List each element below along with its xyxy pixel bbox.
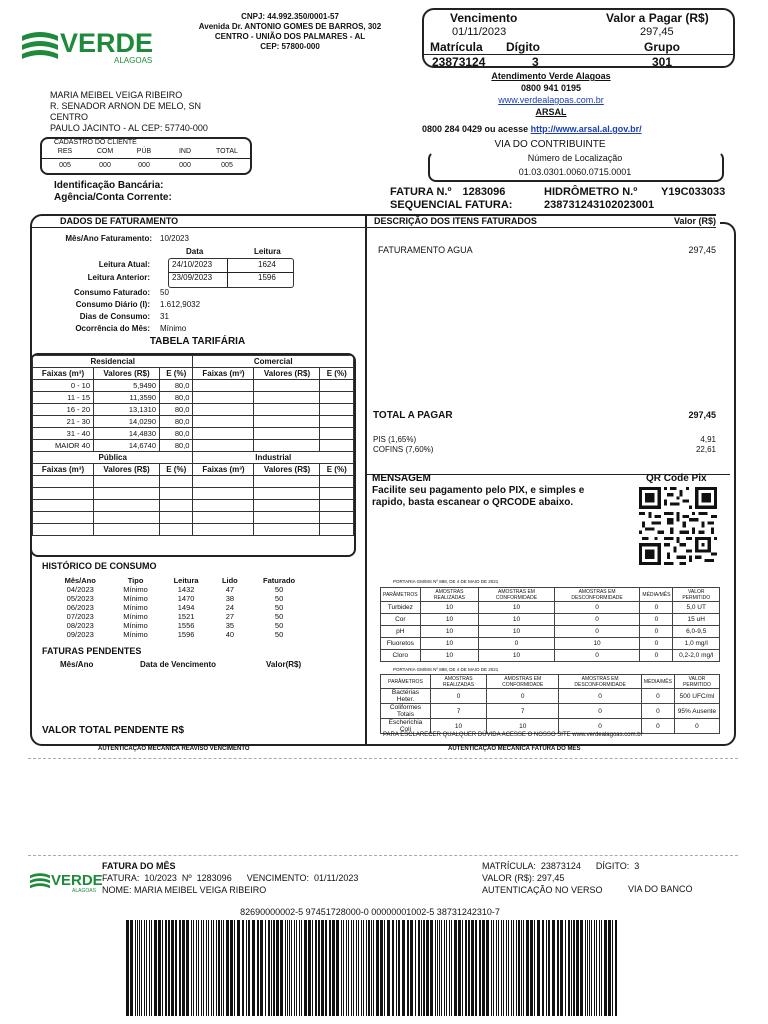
atual-label: Leitura Atual: — [98, 260, 150, 269]
consumo-value: 50 — [160, 288, 169, 297]
digito-label: Dígito — [506, 40, 540, 54]
barcode-icon — [126, 920, 620, 1016]
table-row: 08/2023 Mínimo 1556 35 50 — [66, 621, 284, 630]
logo-waves-icon — [30, 872, 50, 890]
customer-city: PAULO JACINTO - AL CEP: 57740-000 — [50, 123, 208, 133]
mensagem-title: MENSAGEM — [372, 473, 431, 484]
pendentes-col: Data de Vencimento — [140, 660, 217, 669]
data-header: Data — [186, 247, 204, 256]
stub-auth-line: AUTENTICAÇÃO NO VERSO — [482, 885, 603, 895]
atendimento-site-link[interactable]: www.verdealagoas.com.br — [498, 95, 604, 105]
hidrometro-number: Y19C033033 — [661, 186, 726, 198]
pendentes-title: FATURAS PENDENTES — [42, 646, 142, 656]
company-logo — [22, 28, 162, 68]
table-row: Bactérias Heter. 0 0 0 0 500 UFC/ml — [381, 689, 720, 704]
stub-logo — [30, 872, 103, 894]
stub-right — [482, 860, 639, 896]
barcode-number: 82690000002-5 97451728000-0 00000001002-5 38731242310-7 — [240, 907, 500, 917]
industrial-header: Industrial — [193, 452, 354, 464]
stub-nome-line: NOME: MARIA MEIBEL VEIGA RIBEIRO — [102, 885, 267, 895]
grupo-value: 301 — [652, 55, 673, 69]
quality-table-1: PARÂMETROS AMOSTRAS REALIZADAS AMOSTRAS EM CONFORMIDADE AMOSTRAS EM DESCONFORMIDADE MÉDIA/MÊS VALOR PERMITIDO Turbidez 10 10 0 0 5,0 UT Cor 10 10 0 0 15 uH pH 10 10 0 0 6,0-9,5 Fluoretos 10 0 10 0 1,0 mg/l Cloro 10 10 0 0 0,2-2,0 mg/l — [380, 587, 720, 662]
logo-region: ALAGOAS — [114, 56, 153, 65]
itens-title: DESCRIÇÃO DOS ITENS FATURADOS — [374, 216, 537, 226]
cofins-value: 22,61 — [695, 445, 716, 454]
digito-value: 3 — [532, 55, 539, 69]
cadastro-headers — [42, 148, 250, 155]
table-row — [33, 500, 354, 512]
anterior-data: 23/09/2023 — [172, 273, 213, 282]
historico-table: Mês/Ano Tipo Leitura Lido Faturado 04/2023 Mínimo 1432 47 50 05/2023 Mínimo 1470 38 50 06/2023 Mínimo 1494 24 50 07/2023 Mínimo 1521 27 50 08/2023 Mínimo 1556 35 50 09/2023 Mínimo 1596 40 50 — [50, 576, 310, 639]
cadastro-values — [42, 162, 250, 169]
anterior-label: Leitura Anterior: — [87, 273, 150, 282]
logo-waves-icon — [22, 30, 58, 62]
comercial-header: Comercial — [193, 356, 354, 368]
cadastro-value: 000 — [99, 162, 111, 169]
cadastro-header: COM — [96, 148, 114, 155]
sequencial-label: SEQUENCIAL FATURA: — [390, 199, 513, 211]
total-label: TOTAL A PAGAR — [373, 410, 453, 421]
col-valores: Valores (R$) — [94, 368, 160, 380]
company-info — [170, 12, 410, 52]
qr-label: QR Code Pix — [646, 473, 707, 484]
atendimento-phone: 0800 941 0195 — [520, 83, 582, 93]
mes-label: Mês/Ano Faturamento: — [65, 234, 152, 243]
pendente-total-label: VALOR TOTAL PENDENTE R$ — [42, 725, 185, 736]
stub-title: FATURA DO MÊS — [102, 861, 176, 871]
ocorrencia-value: Mínimo — [160, 324, 187, 333]
cadastro-header: TOTAL — [216, 148, 238, 155]
customer-address — [50, 90, 208, 134]
tarifa-table-box — [30, 353, 356, 557]
cadastro-box — [40, 137, 252, 175]
anterior-leitura: 1596 — [258, 273, 276, 282]
col-valores: Valores (R$) — [254, 368, 320, 380]
table-row: 0 - 10 5,9490 80,0 — [33, 380, 354, 392]
atual-data: 24/10/2023 — [172, 260, 213, 269]
table-row: Fluoretos 10 0 10 0 1,0 mg/l — [381, 638, 720, 650]
table-row: 05/2023 Mínimo 1470 38 50 — [66, 594, 284, 603]
consumo-labels — [40, 287, 150, 335]
fatura-number: 1283096 — [462, 186, 506, 198]
table-row: 04/2023 Mínimo 1432 47 50 — [66, 585, 284, 594]
arsal-line-text: 0800 284 0429 ou acesse — [422, 124, 529, 134]
pendentes-col: Mês/Ano — [60, 660, 94, 669]
via-contribuinte: VIA DO CONTRIBUINTE — [494, 139, 606, 150]
col-e: E (%) — [320, 368, 354, 380]
stub-matricula-line: MATRÍCULA: 23873124 DÍGITO: 3 — [482, 861, 640, 871]
diario-value: 1.612,9032 — [160, 300, 201, 309]
atual-leitura: 1624 — [258, 260, 276, 269]
stub-fatura-line: FATURA: 10/2023 Nº 1283096 VENCIMENTO: 01/11/2023 — [102, 873, 359, 883]
stub-left — [102, 860, 358, 896]
consumo-label: Consumo Faturado: — [74, 288, 150, 297]
col-faixas: Faixas (m³) — [33, 368, 94, 380]
pix-qr-code-icon[interactable] — [638, 487, 718, 565]
vencimento-label: Vencimento — [450, 11, 518, 25]
customer-name: MARIA MEIBEL VEIGA RIBEIRO — [50, 90, 183, 100]
grupo-label: Grupo — [644, 40, 680, 54]
pis-value: 4,91 — [700, 435, 716, 444]
ocorrencia-label: Ocorrência do Mês: — [75, 324, 150, 333]
pendentes-col: Valor(R$) — [266, 660, 302, 669]
company-cep: CEP: 57800-000 — [260, 42, 320, 51]
barcode-image — [126, 920, 620, 1016]
dias-value: 31 — [160, 312, 169, 321]
tarifa-table: Residencial Comercial Faixas (m³) Valores (R$) E (%) Faixas (m³) Valores (R$) E (%) 0 - 10 5,9490 80,0 11 - 15 11,3590 80,0 16 - 20 13,1310 80,0 21 - 30 14,0290 80,0 31 - 40 14,4830 80,0 MAIOR 40 14,6740 80,0 Pública Industrial Faixas (m³) Valores (R$) E (%) Faixas (m³) Valores (R$) E (%) — [32, 355, 354, 536]
bank-account-label: Agência/Conta Corrente: — [54, 192, 172, 203]
matricula-label: Matrícula — [430, 40, 483, 54]
stub-valor-line: VALOR (R$): 297,45 — [482, 873, 565, 883]
customer-street: R. SENADOR ARNON DE MELO, SN — [50, 101, 202, 111]
table-row: MAIOR 40 14,6740 80,0 — [33, 440, 354, 452]
total-value: 297,45 — [688, 410, 716, 420]
table-row: 06/2023 Mínimo 1494 24 50 — [66, 603, 284, 612]
mensagem-text: Facilite seu pagamento pelo PIX, e simples e rapido, basta escanear o QRCODE abaixo. — [372, 485, 585, 508]
publica-header: Pública — [33, 452, 193, 464]
logo-brand: VERDE — [60, 28, 154, 58]
localizacao-value: 01.03.0301.0060.0715.0001 — [518, 167, 632, 177]
historico-title: HISTÓRICO DE CONSUMO — [42, 561, 157, 571]
vencimento-value: 01/11/2023 — [452, 26, 507, 38]
table-row: Coliformes Totais 7 7 0 0 95% Ausente — [381, 704, 720, 719]
customer-district: CENTRO — [50, 112, 88, 122]
valor-label: Valor a Pagar (R$) — [606, 11, 709, 25]
cadastro-header: IND — [178, 148, 192, 155]
cadastro-value: 000 — [138, 162, 150, 169]
table-row: Cor 10 10 0 0 15 uH — [381, 614, 720, 626]
table-row: 21 - 30 14,0290 80,0 — [33, 416, 354, 428]
leitura-header: Leitura — [254, 247, 281, 256]
company-address: Avenida Dr. ANTONIO GOMES DE BARROS, 302 — [198, 22, 382, 31]
faturamento-title: DADOS DE FATURAMENTO — [60, 216, 179, 226]
stub-logo-region: ALAGOAS — [72, 888, 96, 894]
arsal-link[interactable]: http://www.arsal.al.gov.br/ — [530, 124, 642, 134]
item-description: FATURAMENTO AGUA — [378, 245, 473, 255]
tax-labels — [373, 435, 433, 455]
auth-reaviso: AUTENTICAÇÃO MECÂNICA REAVISO VENCIMENTO — [98, 746, 250, 752]
table-row: Cloro 10 10 0 0 0,2-2,0 mg/l — [381, 650, 720, 662]
quality-table-2: PARÂMETROS AMOSTRAS REALIZADAS AMOSTRAS EM CONFORMIDADE AMOSTRAS EM DESCONFORMIDADE MÉDIA/MÊS VALOR PERMITIDO Bactérias Heter. 0 0 0 0 500 UFC/ml Coliformes Totais 7 7 0 0 95% Ausente Escherichia Coli 10 10 0 0 0 — [380, 674, 720, 734]
residencial-header: Residencial — [33, 356, 193, 368]
arsal-line — [422, 124, 722, 134]
auth-fatura: AUTENTICAÇÃO MECÂNICA FATURA DO MÊS — [448, 746, 581, 752]
cadastro-header: RES — [57, 148, 73, 155]
item-value: 297,45 — [688, 245, 716, 255]
localizacao-label: Número de Localização — [527, 153, 623, 163]
cadastro-value: 005 — [59, 162, 71, 169]
table-row: 11 - 15 11,3590 80,0 — [33, 392, 354, 404]
cofins-label: COFINS (7,60%) — [373, 445, 434, 454]
diario-label: Consumo Diário (l): — [75, 300, 150, 309]
col-e: E (%) — [160, 368, 193, 380]
table-row — [33, 476, 354, 488]
cadastro-value: 005 — [221, 162, 233, 169]
table-row — [33, 524, 354, 536]
table-row: 09/2023 Mínimo 1596 40 50 — [66, 630, 284, 639]
cadastro-header: PÚB — [136, 148, 152, 155]
table-row: pH 10 10 0 0 6,0-9,5 — [381, 626, 720, 638]
table-row: Escherichia Coli 10 10 0 0 0 — [381, 719, 720, 734]
bank-id-label: Identificação Bancária: — [54, 180, 164, 191]
col-faixas: Faixas (m³) — [193, 368, 254, 380]
fatura-label: FATURA N.º — [390, 186, 452, 198]
table-row: 07/2023 Mínimo 1521 27 50 — [66, 612, 284, 621]
localizacao-box — [428, 151, 724, 182]
valor-value: 297,45 — [640, 26, 674, 38]
table-row — [33, 512, 354, 524]
matricula-value: 23873124 — [432, 55, 486, 69]
itens-valor-header: Valor (R$) — [673, 216, 716, 226]
portaria-label: PORTARIA GM/MS Nº 888, DE 4 DE MAIO DE 2021 — [393, 579, 499, 584]
cadastro-title: CADASTRO DO CLIENTE — [54, 139, 137, 146]
stub-via: VIA DO BANCO — [628, 884, 693, 894]
table-row: 16 - 20 13,1310 80,0 — [33, 404, 354, 416]
tax-values — [640, 435, 716, 455]
pis-label: PIS (1,65%) — [373, 435, 417, 444]
quality-footer: PARA ESCLARECER QUALQUER DÚVIDA ACESSE O NOSSO SITE www.verdealagoas.com.br — [383, 732, 643, 738]
sequencial-value: 238731243102023001 — [544, 199, 655, 211]
mes-value: 10/2023 — [160, 234, 189, 243]
payment-header-box — [422, 8, 735, 68]
table-row: Turbidez 10 10 0 0 5,0 UT — [381, 602, 720, 614]
tarifa-title: TABELA TARIFÁRIA — [149, 336, 246, 347]
company-city: CENTRO - UNIÃO DOS PALMARES - AL — [214, 32, 366, 41]
stub-logo-brand: VERDE — [51, 872, 103, 889]
consumo-values — [160, 287, 200, 335]
table-row: 31 - 40 14,4830 80,0 — [33, 428, 354, 440]
cadastro-value: 000 — [179, 162, 191, 169]
table-row — [33, 488, 354, 500]
fatura-info — [390, 186, 735, 212]
bank-info — [54, 180, 172, 204]
hidrometro-label: HIDRÔMETRO N.º — [544, 186, 638, 198]
portaria-label: PORTARIA GM/MS Nº 888, DE 4 DE MAIO DE 2021 — [393, 667, 499, 672]
arsal-title: ARSAL — [535, 107, 567, 117]
company-cnpj: CNPJ: 44.992.350/0001-57 — [241, 12, 339, 21]
atendimento-title: Atendimento Verde Alagoas — [491, 71, 611, 81]
dias-label: Dias de Consumo: — [79, 312, 150, 321]
atendimento-block — [422, 70, 680, 118]
